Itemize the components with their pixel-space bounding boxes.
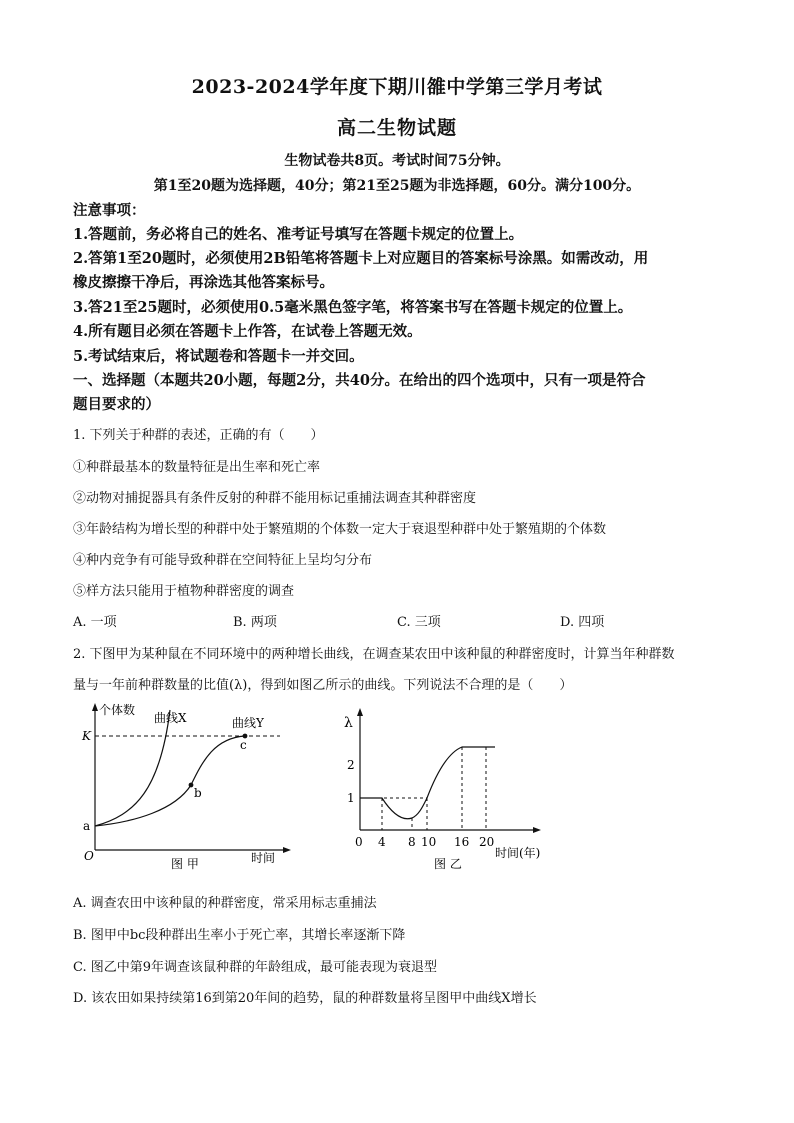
- q1-statement: ①种群最基本的数量特征是出生率和死亡率: [73, 460, 321, 475]
- fig-yi-xtick-0: 0: [355, 835, 363, 849]
- fig-jia-curve-y-label: 曲线Y: [232, 716, 264, 730]
- q1-statement: ②动物对捕捉器具有条件反射的种群不能用标记重捕法调查其种群密度: [73, 491, 477, 506]
- fig-yi-xtick-16: 16: [454, 835, 470, 849]
- exam-info-scores: 第1至20题为选择题，40分；第21至25题为非选择题，60分。满分100分。: [153, 178, 641, 194]
- fig-jia-origin: O: [84, 849, 94, 863]
- fig-yi-ytick-2: 2: [347, 758, 355, 772]
- section-heading: 一、选择题（本题共20小题，每题2分，共40分。在给出的四个选项中，只有一项是符合: [73, 372, 646, 389]
- q2-option-a[interactable]: A. 调查农田中该种鼠的种群密度，常采用标志重捕法: [73, 896, 377, 911]
- q1-option-d[interactable]: D. 四项: [560, 615, 605, 630]
- section-heading-cont: 题目要求的）: [73, 396, 160, 413]
- exam-title: 2023-2024学年度下期川雒中学第三学月考试: [191, 76, 603, 98]
- note-item: 5.考试结束后，将试题卷和答题卡一并交回。: [73, 348, 364, 365]
- note-item: 2.答第1至20题时，必须使用2B铅笔将答题卡上对应题目的答案标号涂黑。如需改动，用: [73, 250, 649, 267]
- exam-subtitle: 高二生物试题: [336, 117, 457, 139]
- question-1-stem: 1. 下列关于种群的表述，正确的有（ ）: [73, 428, 324, 443]
- question-2-stem-cont: 量与一年前种群数量的比值(λ)，得到如图乙所示的曲线。下列说法不合理的是（ ）: [73, 678, 573, 693]
- exam-info-pages: 生物试卷共8页。考试时间75分钟。: [284, 153, 510, 169]
- fig-yi-caption: 图 乙: [434, 857, 462, 871]
- fig-yi-ylabel: λ: [344, 715, 353, 731]
- q1-statement: ③年龄结构为增长型的种群中处于繁殖期的个体数一定大于衰退型种群中处于繁殖期的个体数: [73, 522, 607, 537]
- q1-option-a[interactable]: A. 一项: [73, 615, 117, 630]
- q1-option-c[interactable]: C. 三项: [397, 615, 441, 630]
- fig-jia-point-a: a: [83, 819, 91, 833]
- note-item: 4.所有题目必须在答题卡上作答，在试卷上答题无效。: [73, 323, 422, 340]
- fig-jia-curve-x-label: 曲线X: [154, 711, 187, 725]
- fig-jia-point-b: b: [194, 786, 202, 800]
- q2-option-b[interactable]: B. 图甲中bc段种群出生率小于死亡率，其增长率逐渐下降: [73, 928, 406, 943]
- fig-jia-point-c: c: [240, 738, 247, 752]
- fig-yi-xlabel: 时间(年): [495, 846, 541, 860]
- figure-yi: [335, 705, 560, 875]
- q1-statement: ④种内竞争有可能导致种群在空间特征上呈均匀分布: [73, 553, 373, 568]
- fig-jia-k-label: K: [82, 729, 91, 743]
- fig-jia-xlabel: 时间: [251, 851, 276, 865]
- q1-option-b[interactable]: B. 两项: [233, 615, 277, 630]
- figure-jia: [75, 700, 295, 872]
- fig-jia-ylabel: 个体数: [99, 703, 136, 717]
- notes-heading: 注意事项：: [73, 202, 146, 219]
- fig-yi-xtick-4: 4: [378, 835, 386, 849]
- q2-option-c[interactable]: C. 图乙中第9年调查该鼠种群的年龄组成，最可能表现为衰退型: [73, 960, 438, 975]
- q2-option-d[interactable]: D. 该农田如果持续第16到第20年间的趋势，鼠的种群数量将呈图甲中曲线X增长: [73, 991, 537, 1006]
- fig-jia-caption: 图 甲: [171, 857, 199, 871]
- note-item: 3.答21至25题时，必须使用0.5毫米黑色签字笔，将答案书写在答题卡规定的位置上。: [73, 299, 633, 316]
- note-item: 1.答题前，务必将自己的姓名、准考证号填写在答题卡规定的位置上。: [73, 226, 524, 243]
- question-2-stem: 2. 下图甲为某种鼠在不同环境中的两种增长曲线，在调查某农田中该种鼠的种群密度时，计算当年种群数: [73, 647, 675, 662]
- fig-yi-xtick-20: 20: [479, 835, 495, 849]
- fig-yi-xtick-8: 8: [408, 835, 416, 849]
- fig-yi-ytick-1: 1: [347, 791, 355, 805]
- q1-statement: ⑤样方法只能用于植物种群密度的调查: [73, 584, 295, 599]
- fig-yi-xtick-10: 10: [421, 835, 437, 849]
- note-item: 橡皮擦擦干净后，再涂选其他答案标号。: [73, 274, 334, 291]
